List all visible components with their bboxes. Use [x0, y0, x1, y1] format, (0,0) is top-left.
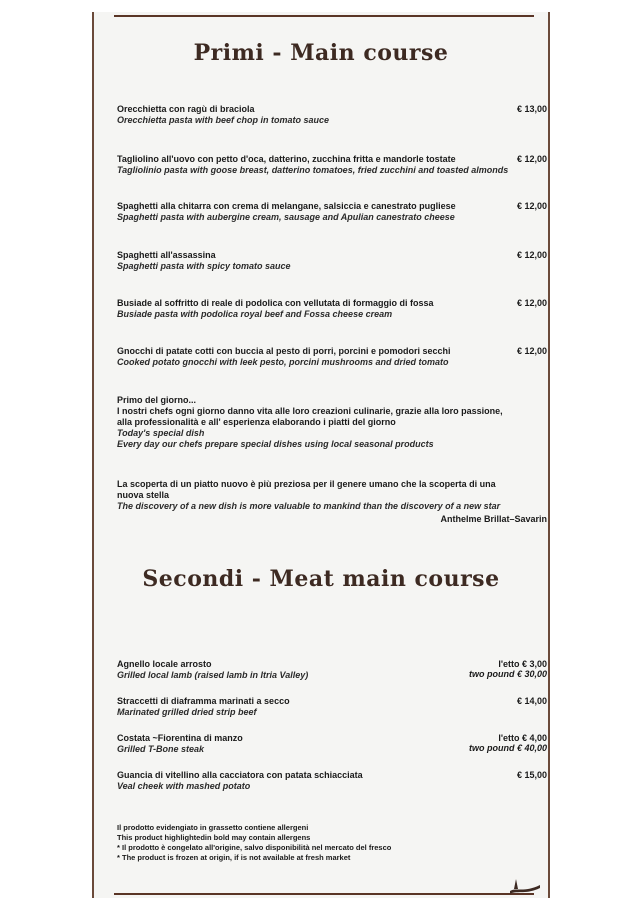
item-name-en: Marinated grilled dried strip beef	[117, 707, 257, 717]
secondi-item-2	[117, 696, 290, 718]
primi-item-1	[117, 104, 329, 126]
item-name-it: Straccetti di diaframma marinati a secco	[117, 696, 290, 706]
primi-item-5	[117, 298, 434, 320]
allergen-note-en: This product highlightedin bold may contain allergens	[117, 833, 311, 842]
price-two-pound: two pound € 30,00	[468, 669, 547, 679]
item-price: € 12,00	[516, 154, 547, 164]
item-price: € 12,00	[516, 298, 547, 308]
quote-it: nuova stella	[117, 490, 170, 500]
item-price: € 14,00	[516, 696, 547, 706]
secondi-heading: Secondi - Meat main course	[142, 566, 500, 592]
item-name-en: Grilled local lamb (raised lamb in Itria Valley)	[117, 670, 309, 680]
item-name-en: Spaghetti pasta with aubergine cream, sausage and Apulian canestrato cheese	[117, 212, 455, 222]
primi-item-4	[117, 250, 291, 272]
special-text-en: Every day our chefs prepare special dishes using local seasonal products	[117, 439, 434, 449]
item-name-en: Cooked potato gnocchi with leek pesto, porcini mushrooms and dried tomato	[117, 357, 449, 367]
special-of-day	[117, 395, 503, 450]
item-price	[469, 733, 547, 753]
secondi-item-3	[117, 733, 243, 755]
allergen-note-it: Il prodotto evidengiato in grassetto contiene allergeni	[117, 823, 309, 832]
price-two-pound: two pound € 40,00	[468, 743, 547, 753]
item-name-it: Agnello locale arrosto	[117, 659, 212, 669]
special-title: Primo del giorno...	[117, 395, 197, 405]
primi-heading: Primi - Main course	[193, 40, 449, 66]
item-name-it: Costata ~Fiorentina di manzo	[117, 733, 243, 743]
footnotes	[117, 823, 391, 863]
item-name-it: Gnocchi di patate cotti con buccia al pesto di porri, porcini e pomodori secchi	[117, 346, 451, 356]
frozen-note-it: * Il prodotto è congelato all'origine, salvo disponibilità nel mercato del fresco	[117, 843, 392, 852]
item-price: € 13,00	[516, 104, 547, 114]
top-rule	[114, 15, 534, 17]
item-name-it: Busiade al soffritto di reale di podolica con vellutata di formaggio di fossa	[117, 298, 434, 308]
item-name-en: Orecchietta pasta with beef chop in tomato sauce	[117, 115, 330, 125]
item-name-en: Spaghetti pasta with spicy tomato sauce	[117, 261, 291, 271]
primi-item-6	[117, 346, 451, 368]
item-price: € 12,00	[516, 201, 547, 211]
item-name-en: Busiade pasta with podolica royal beef and Fossa cheese cream	[117, 309, 393, 319]
item-name-it: Orecchietta con ragù di braciola	[117, 104, 255, 114]
item-name-it: Guancia di vitellino alla cacciatora con patata schiacciata	[117, 770, 363, 780]
quote	[117, 479, 500, 512]
quote-author: Anthelme Brillat–Savarin	[440, 514, 547, 524]
price-per-etto: l'etto € 4,00	[498, 733, 547, 743]
item-name-it: Tagliolino all'uovo con petto d'oca, datterino, zucchina fritta e mandorle tostate	[117, 154, 456, 164]
frozen-note-en: * The product is frozen at origin, if is not available at fresh market	[117, 853, 351, 862]
item-price: € 12,00	[516, 346, 547, 356]
price-per-etto: l'etto € 3,00	[498, 659, 547, 669]
primi-item-3	[117, 201, 456, 223]
quote-en: The discovery of a new dish is more valuable to mankind than the discovery of a new star	[117, 501, 501, 511]
menu-page	[92, 12, 550, 898]
item-price	[469, 659, 547, 679]
quote-it: La scoperta di un piatto nuovo è più preziosa per il genere umano che la scoperta di una	[117, 479, 496, 489]
primi-item-2	[117, 154, 508, 176]
special-text-it: I nostri chefs ogni giorno danno vita alle loro creazioni culinarie, grazie alla loro passione,	[117, 406, 503, 416]
item-name-en: Tagliolinio pasta with goose breast, datterino tomatoes, fried zucchini and toasted almonds	[117, 165, 509, 175]
item-name-en: Veal cheek with mashed potato	[117, 781, 251, 791]
restaurant-logo-icon	[506, 873, 544, 895]
special-text-en: Today's special dish	[117, 428, 205, 438]
special-text-it: alla professionalità e all' esperienza elaborando i piatti del giorno	[117, 417, 396, 427]
bottom-rule	[114, 893, 534, 895]
item-name-it: Spaghetti all'assassina	[117, 250, 216, 260]
item-name-it: Spaghetti alla chitarra con crema di melangane, salsiccia e canestrato pugliese	[117, 201, 456, 211]
item-name-en: Grilled T-Bone steak	[117, 744, 205, 754]
secondi-item-1	[117, 659, 308, 681]
secondi-item-4	[117, 770, 363, 792]
item-price: € 15,00	[516, 770, 547, 780]
item-price: € 12,00	[516, 250, 547, 260]
